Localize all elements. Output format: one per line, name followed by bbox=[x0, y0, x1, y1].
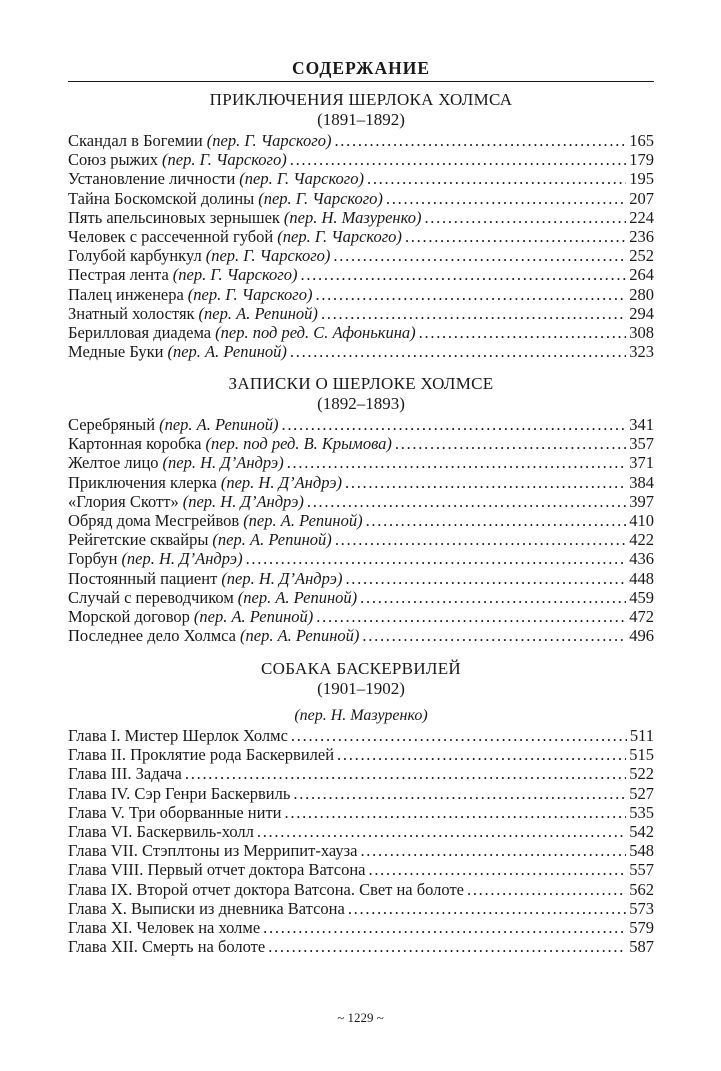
toc-entry[interactable] bbox=[68, 607, 654, 626]
entry-page-number: 224 bbox=[629, 207, 654, 227]
entry-page-number: 515 bbox=[629, 745, 654, 765]
toc-entry[interactable] bbox=[68, 860, 654, 879]
toc-list bbox=[68, 415, 654, 645]
entry-title: Установление личности bbox=[68, 169, 236, 189]
entry-translator: (пер. А. Репиной) bbox=[243, 511, 363, 531]
entry-title: Горбун bbox=[68, 549, 118, 569]
toc-entry[interactable] bbox=[68, 549, 654, 568]
toc-entry[interactable] bbox=[68, 918, 654, 937]
entry-page-number: 165 bbox=[629, 131, 654, 150]
dot-leader bbox=[368, 860, 626, 879]
toc-entry[interactable] bbox=[68, 208, 654, 227]
dot-leader bbox=[291, 726, 627, 745]
entry-translator: (пер. А. Репиной) bbox=[167, 342, 287, 362]
entry-page-number: 308 bbox=[629, 323, 654, 343]
toc-entry[interactable] bbox=[68, 569, 654, 588]
dot-leader bbox=[386, 189, 626, 208]
entry-page-number: 280 bbox=[629, 284, 654, 304]
entry-translator: (пер. Н. Д’Андрэ) bbox=[220, 472, 342, 492]
entry-page-number: 579 bbox=[629, 918, 654, 938]
dot-leader bbox=[315, 285, 626, 304]
entry-translator: (пер. Г. Чарского) bbox=[205, 246, 331, 266]
entry-title: Глава III. Задача bbox=[68, 764, 182, 784]
toc-entry[interactable] bbox=[68, 169, 654, 188]
entry-page-number: 236 bbox=[629, 227, 654, 247]
entry-page-number: 371 bbox=[629, 453, 654, 473]
entry-title: Человек с рассеченной губой bbox=[68, 227, 274, 247]
entry-page-number: 384 bbox=[629, 472, 654, 492]
entry-translator: (пер. Г. Чарского) bbox=[172, 265, 298, 285]
entry-title: Берилловая диадема bbox=[68, 323, 212, 343]
entry-title: Глава IX. Второй отчет доктора Ватсона. Свет на болоте bbox=[68, 879, 464, 899]
section-years: (1892–1893) bbox=[317, 394, 405, 413]
entry-page-number: 511 bbox=[629, 726, 654, 745]
entry-translator: (пер. Г. Чарского) bbox=[277, 227, 402, 247]
section-title: ЗАПИСКИ О ШЕРЛОКЕ ХОЛМСЕ bbox=[228, 374, 494, 393]
entry-translator: (пер. А. Репиной) bbox=[240, 626, 360, 646]
entry-translator: (пер. Н. Д’Андрэ) bbox=[221, 568, 343, 588]
entry-page-number: 557 bbox=[629, 860, 654, 880]
dot-leader bbox=[246, 549, 627, 568]
toc-entry[interactable] bbox=[68, 453, 654, 472]
toc-entry[interactable] bbox=[68, 189, 654, 208]
toc-list bbox=[68, 726, 654, 956]
dot-leader bbox=[348, 899, 626, 918]
toc-entry[interactable] bbox=[68, 841, 654, 860]
dot-leader bbox=[293, 784, 626, 803]
section-adventures bbox=[68, 90, 654, 361]
entry-title: Глава VIII. Первый отчет доктора Ватсона bbox=[68, 860, 366, 880]
toc-entry[interactable] bbox=[68, 937, 654, 956]
entry-title: Глава XII. Смерть на болоте bbox=[68, 937, 266, 957]
entry-title: Голубой карбункул bbox=[68, 246, 202, 266]
entry-title: Серебряный bbox=[68, 415, 156, 434]
section-memoirs bbox=[68, 374, 654, 645]
dot-leader bbox=[334, 131, 626, 150]
entry-title: Приключения клерка bbox=[68, 472, 217, 492]
dot-leader bbox=[333, 246, 626, 265]
dot-leader bbox=[285, 803, 627, 822]
section-years: (1891–1892) bbox=[317, 110, 405, 129]
entry-page-number: 252 bbox=[629, 246, 654, 266]
toc-entry[interactable] bbox=[68, 626, 654, 645]
page-title: СОДЕРЖАНИЕ bbox=[68, 58, 654, 82]
toc-list bbox=[68, 131, 654, 361]
entry-title: Глава V. Три оборванные нити bbox=[68, 802, 282, 822]
entry-title: Рейгетские сквайры bbox=[68, 530, 209, 550]
entry-title: Пестрая лента bbox=[68, 265, 169, 285]
entry-page-number: 323 bbox=[629, 342, 654, 362]
toc-entry[interactable] bbox=[68, 822, 654, 841]
entry-page-number: 472 bbox=[629, 607, 654, 627]
entry-title: Глава X. Выписки из дневника Ватсона bbox=[68, 898, 345, 918]
entry-title: Глава II. Проклятие рода Баскервилей bbox=[68, 745, 335, 765]
entry-translator: (пер. Н. Д’Андрэ) bbox=[162, 453, 284, 473]
entry-page-number: 587 bbox=[629, 937, 654, 957]
entry-title: Пять апельсиновых зернышек bbox=[68, 207, 280, 227]
toc-entry[interactable] bbox=[68, 150, 654, 169]
dot-leader bbox=[268, 937, 626, 956]
entry-page-number: 294 bbox=[629, 303, 654, 323]
toc-entry[interactable] bbox=[68, 473, 654, 492]
entry-page-number: 573 bbox=[629, 898, 654, 918]
toc-entry[interactable] bbox=[68, 880, 654, 899]
entry-title: Глава VII. Стэплтоны из Меррипит-хауза bbox=[68, 841, 358, 861]
section-years: (1901–1902) bbox=[317, 679, 405, 698]
entry-page-number: 542 bbox=[629, 822, 654, 842]
entry-title: Палец инженера bbox=[68, 284, 184, 304]
entry-translator: (пер. А. Репиной) bbox=[237, 587, 358, 607]
dot-leader bbox=[337, 745, 626, 764]
entry-page-number: 535 bbox=[629, 802, 654, 822]
entry-page-number: 410 bbox=[629, 511, 654, 531]
entry-page-number: 496 bbox=[629, 626, 654, 646]
dot-leader bbox=[419, 323, 627, 342]
entry-translator: (пер. Н. Д’Андрэ) bbox=[182, 491, 304, 511]
toc-entry[interactable] bbox=[68, 726, 654, 745]
toc-entry[interactable] bbox=[68, 492, 654, 511]
dot-leader bbox=[287, 453, 627, 472]
entry-page-number: 448 bbox=[629, 568, 654, 588]
entry-page-number: 562 bbox=[629, 879, 654, 899]
dot-leader bbox=[290, 150, 627, 169]
entry-title: Скандал в Богемии bbox=[68, 131, 203, 150]
entry-page-number: 422 bbox=[629, 530, 654, 550]
entry-title: Глава XI. Человек на холме bbox=[68, 918, 261, 938]
entry-translator: (пер. Г. Чарского) bbox=[206, 131, 332, 150]
entry-translator: (пер. А. Репиной) bbox=[159, 415, 279, 434]
dot-leader bbox=[405, 227, 626, 246]
dot-leader bbox=[263, 918, 626, 937]
entry-title: Постоянный пациент bbox=[68, 568, 218, 588]
dot-leader bbox=[424, 208, 626, 227]
entry-page-number: 357 bbox=[629, 434, 654, 454]
toc-entry[interactable] bbox=[68, 745, 654, 764]
translator-note: (пер. Н. Мазуренко) bbox=[294, 707, 428, 724]
entry-title: Медные Буки bbox=[68, 342, 164, 362]
entry-page-number: 436 bbox=[629, 549, 654, 569]
toc-entry[interactable] bbox=[68, 415, 654, 434]
entry-title: Глава IV. Сэр Генри Баскервиль bbox=[68, 783, 291, 803]
toc-entry[interactable] bbox=[68, 511, 654, 530]
entry-translator: (пер. Н. Мазуренко) bbox=[283, 207, 422, 227]
dot-leader bbox=[290, 342, 626, 361]
entry-translator: (пер. под ред. В. Крымова) bbox=[205, 434, 392, 454]
entry-title: Глава I. Мистер Шерлок Холмс bbox=[68, 726, 288, 745]
toc-entry[interactable] bbox=[68, 784, 654, 803]
entry-title: Знатный холостяк bbox=[68, 303, 195, 323]
section-title: СОБАКА БАСКЕРВИЛЕЙ bbox=[261, 659, 461, 678]
toc-entry[interactable] bbox=[68, 285, 654, 304]
entry-page-number: 527 bbox=[629, 783, 654, 803]
entry-translator: (пер. Г. Чарского) bbox=[239, 169, 364, 189]
entry-title: Морской договор bbox=[68, 607, 190, 627]
entry-translator: (пер. Н. Д’Андрэ) bbox=[121, 549, 243, 569]
toc-entry[interactable] bbox=[68, 265, 654, 284]
dot-leader bbox=[360, 841, 626, 860]
entry-page-number: 207 bbox=[629, 188, 654, 208]
entry-page-number: 459 bbox=[629, 587, 654, 607]
section-hound bbox=[68, 659, 654, 956]
dot-leader bbox=[335, 530, 626, 549]
page-number: ~ 1229 ~ bbox=[337, 1010, 384, 1025]
entry-translator: (пер. под ред. С. Афонькина) bbox=[215, 323, 416, 343]
entry-translator: (пер. А. Репиной) bbox=[198, 303, 318, 323]
entry-page-number: 522 bbox=[629, 764, 654, 784]
dot-leader bbox=[360, 588, 626, 607]
dot-leader bbox=[281, 415, 626, 434]
toc-entry[interactable] bbox=[68, 131, 654, 150]
entry-page-number: 264 bbox=[629, 265, 654, 285]
entry-page-number: 548 bbox=[629, 841, 654, 861]
dot-leader bbox=[345, 569, 626, 588]
dot-leader bbox=[366, 511, 627, 530]
toc-entry[interactable] bbox=[68, 899, 654, 918]
dot-leader bbox=[307, 492, 626, 511]
entry-page-number: 179 bbox=[629, 150, 654, 170]
toc-entry[interactable] bbox=[68, 434, 654, 453]
toc-entry[interactable] bbox=[68, 530, 654, 549]
entry-translator: (пер. Г. Чарского) bbox=[258, 188, 383, 208]
dot-leader bbox=[395, 434, 626, 453]
entry-translator: (пер. А. Репиной) bbox=[193, 607, 314, 627]
entry-page-number: 195 bbox=[629, 169, 654, 189]
entry-translator: (пер. Г. Чарского) bbox=[187, 284, 313, 304]
toc-entry[interactable] bbox=[68, 227, 654, 246]
toc-entry[interactable] bbox=[68, 588, 654, 607]
dot-leader bbox=[467, 880, 626, 899]
entry-title: «Глория Скотт» bbox=[68, 491, 179, 511]
entry-translator: (пер. Г. Чарского) bbox=[162, 150, 287, 170]
toc-entry[interactable] bbox=[68, 803, 654, 822]
entry-translator: (пер. А. Репиной) bbox=[212, 530, 332, 550]
entry-page-number: 341 bbox=[629, 415, 654, 434]
toc-entry[interactable] bbox=[68, 246, 654, 265]
toc-entry[interactable] bbox=[68, 342, 654, 361]
dot-leader bbox=[345, 473, 626, 492]
entry-title: Случай с переводчиком bbox=[68, 587, 234, 607]
entry-page-number: 397 bbox=[629, 491, 654, 511]
toc-entry[interactable] bbox=[68, 304, 654, 323]
dot-leader bbox=[367, 169, 626, 188]
section-title: ПРИКЛЮЧЕНИЯ ШЕРЛОКА ХОЛМСА bbox=[209, 90, 513, 109]
entry-title: Последнее дело Холмса bbox=[68, 626, 236, 646]
entry-title: Картонная коробка bbox=[68, 434, 202, 454]
toc-entry[interactable] bbox=[68, 323, 654, 342]
dot-leader bbox=[321, 304, 626, 323]
toc-entry[interactable] bbox=[68, 764, 654, 783]
dot-leader bbox=[257, 822, 626, 841]
entry-title: Глава VI. Баскервиль-холл bbox=[68, 822, 254, 842]
dot-leader bbox=[300, 265, 626, 284]
dot-leader bbox=[185, 764, 626, 783]
entry-title: Союз рыжих bbox=[68, 150, 159, 170]
dot-leader bbox=[362, 626, 626, 645]
dot-leader bbox=[316, 607, 626, 626]
entry-title: Тайна Боскомской долины bbox=[68, 188, 255, 208]
entry-title: Желтое лицо bbox=[68, 453, 159, 473]
entry-title: Обряд дома Месгрейвов bbox=[68, 511, 240, 531]
